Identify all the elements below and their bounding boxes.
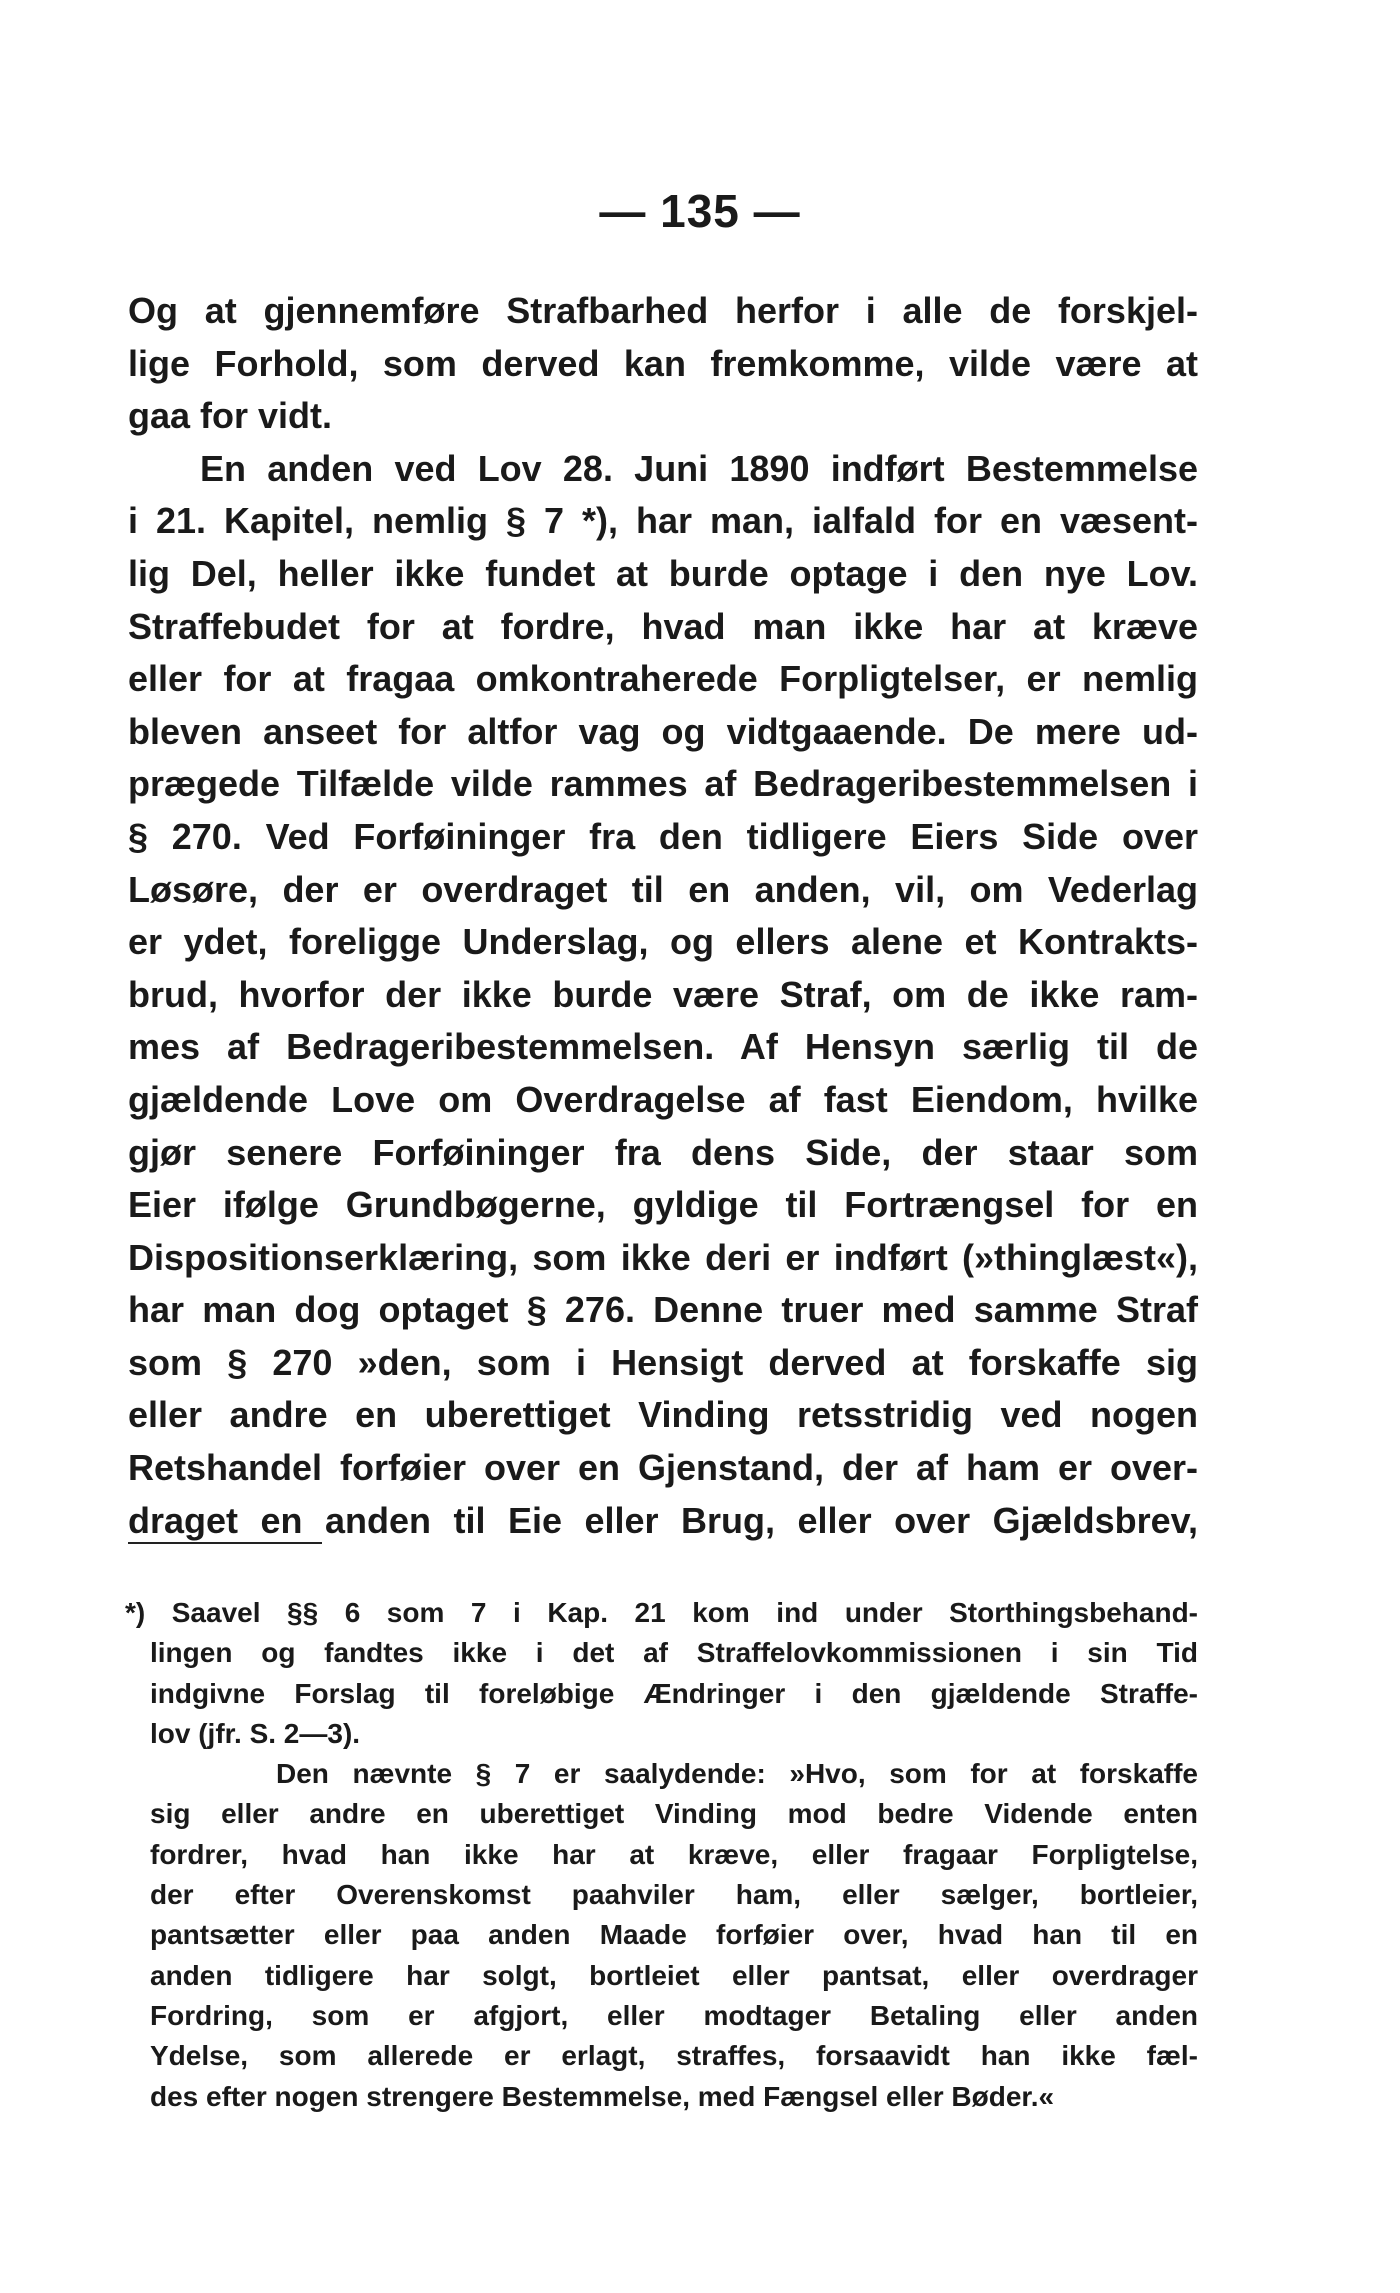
text-line: brud, hvorfor der ikke burde være Straf, om de ikke ram- [128, 973, 1198, 1015]
footnotes [125, 1593, 1198, 2117]
footnote-line: anden tidligere har solgt, bortleiet eller pantsat, eller overdrager [150, 1959, 1198, 1991]
text-line: bleven anseet for altfor vag og vidtgaaende. De mere ud- [128, 710, 1198, 752]
footnote-line: Den nævnte § 7 er saalydende: »Hvo, som for at forskaffe [276, 1758, 1198, 1790]
text-line: eller andre en uberettiget Vinding retsstridig ved nogen [128, 1394, 1198, 1436]
footnote-line: lov (jfr. S. 2—3). [150, 1717, 361, 1749]
text-line: gaa for vidt. [128, 395, 333, 437]
text-line: lig Del, heller ikke fundet at burde optage i den nye Lov. [128, 552, 1198, 594]
page-number: — 135 — [599, 185, 801, 237]
footnote-line: pantsætter eller paa anden Maade forføier over, hvad han til en [150, 1919, 1198, 1951]
text-line: En anden ved Lov 28. Juni 1890 indført Bestemmelse [200, 447, 1198, 489]
text-line: har man dog optaget § 276. Denne truer med samme Straf [128, 1289, 1198, 1331]
text-line: Straffebudet for at fordre, hvad man ikke har at kræve [128, 605, 1198, 647]
text-line: Eier ifølge Grundbøgerne, gyldige til Fortrængsel for en [128, 1184, 1198, 1226]
footnote-line: lingen og fandtes ikke i det af Straffelovkommissionen i sin Tid [150, 1637, 1198, 1669]
text-line: eller for at fragaa omkontraherede Forpligtelser, er nemlig [128, 658, 1198, 700]
footnote-line: indgivne Forslag til foreløbige Ændringer i den gjældende Straffe- [150, 1677, 1198, 1709]
text-line: Og at gjennemføre Strafbarhed herfor i alle de forskjel- [128, 290, 1198, 331]
footnote-line: der efter Overenskomst paahviler ham, eller sælger, bortleier, [150, 1879, 1198, 1911]
text-line: § 270. Ved Forføininger fra den tidligere Eiers Side over [128, 815, 1198, 857]
footnote-line: fordrer, hvad han ikke har at kræve, eller fragaar Forpligtelse, [150, 1838, 1198, 1870]
footnote-line: Ydelse, som allerede er erlagt, straffes, forsaavidt han ikke fæl- [150, 2040, 1198, 2072]
text-line: lige Forhold, som derved kan fremkomme, vilde være at [128, 342, 1198, 384]
text-line: i 21. Kapitel, nemlig § 7 *), har man, ialfald for en væsent- [128, 500, 1198, 542]
footnote-line: *) Saavel §§ 6 som 7 i Kap. 21 kom ind under Storthingsbehand- [125, 1597, 1198, 1628]
text-line: mes af Bedrageribestemmelsen. Af Hensyn særlig til de [128, 1026, 1198, 1068]
text-line: Løsøre, der er overdraget til en anden, vil, om Vederlag [128, 868, 1198, 910]
text-line: gjør senere Forføininger fra dens Side, der staar som [128, 1131, 1198, 1173]
text-line: Dispositionserklæring, som ikke deri er indført (»thinglæst«), [128, 1236, 1198, 1278]
text-line: som § 270 »den, som i Hensigt derved at forskaffe sig [128, 1341, 1198, 1383]
text-line: Retshandel forføier over en Gjenstand, der af ham er over- [128, 1447, 1198, 1489]
footnote-line: Fordring, som er afgjort, eller modtager Betaling eller anden [150, 1999, 1198, 2031]
body-text [128, 285, 1198, 1547]
text-line: prægede Tilfælde vilde rammes af Bedrageribestemmelsen i [128, 763, 1198, 805]
text-line: draget en anden til Eie eller Brug, eller over Gjældsbrev, [128, 1499, 1198, 1541]
footnote-line: des efter nogen strengere Bestemmelse, med Fængsel eller Bøder.« [150, 2080, 1055, 2112]
text-line: gjældende Love om Overdragelse af fast Eiendom, hvilke [128, 1078, 1198, 1120]
text-line: er ydet, foreligge Underslag, og ellers alene et Kontrakts- [128, 921, 1198, 963]
footnote-line: sig eller andre en uberettiget Vinding mod bedre Vidende enten [150, 1798, 1198, 1830]
footnote-divider [128, 1542, 322, 1544]
